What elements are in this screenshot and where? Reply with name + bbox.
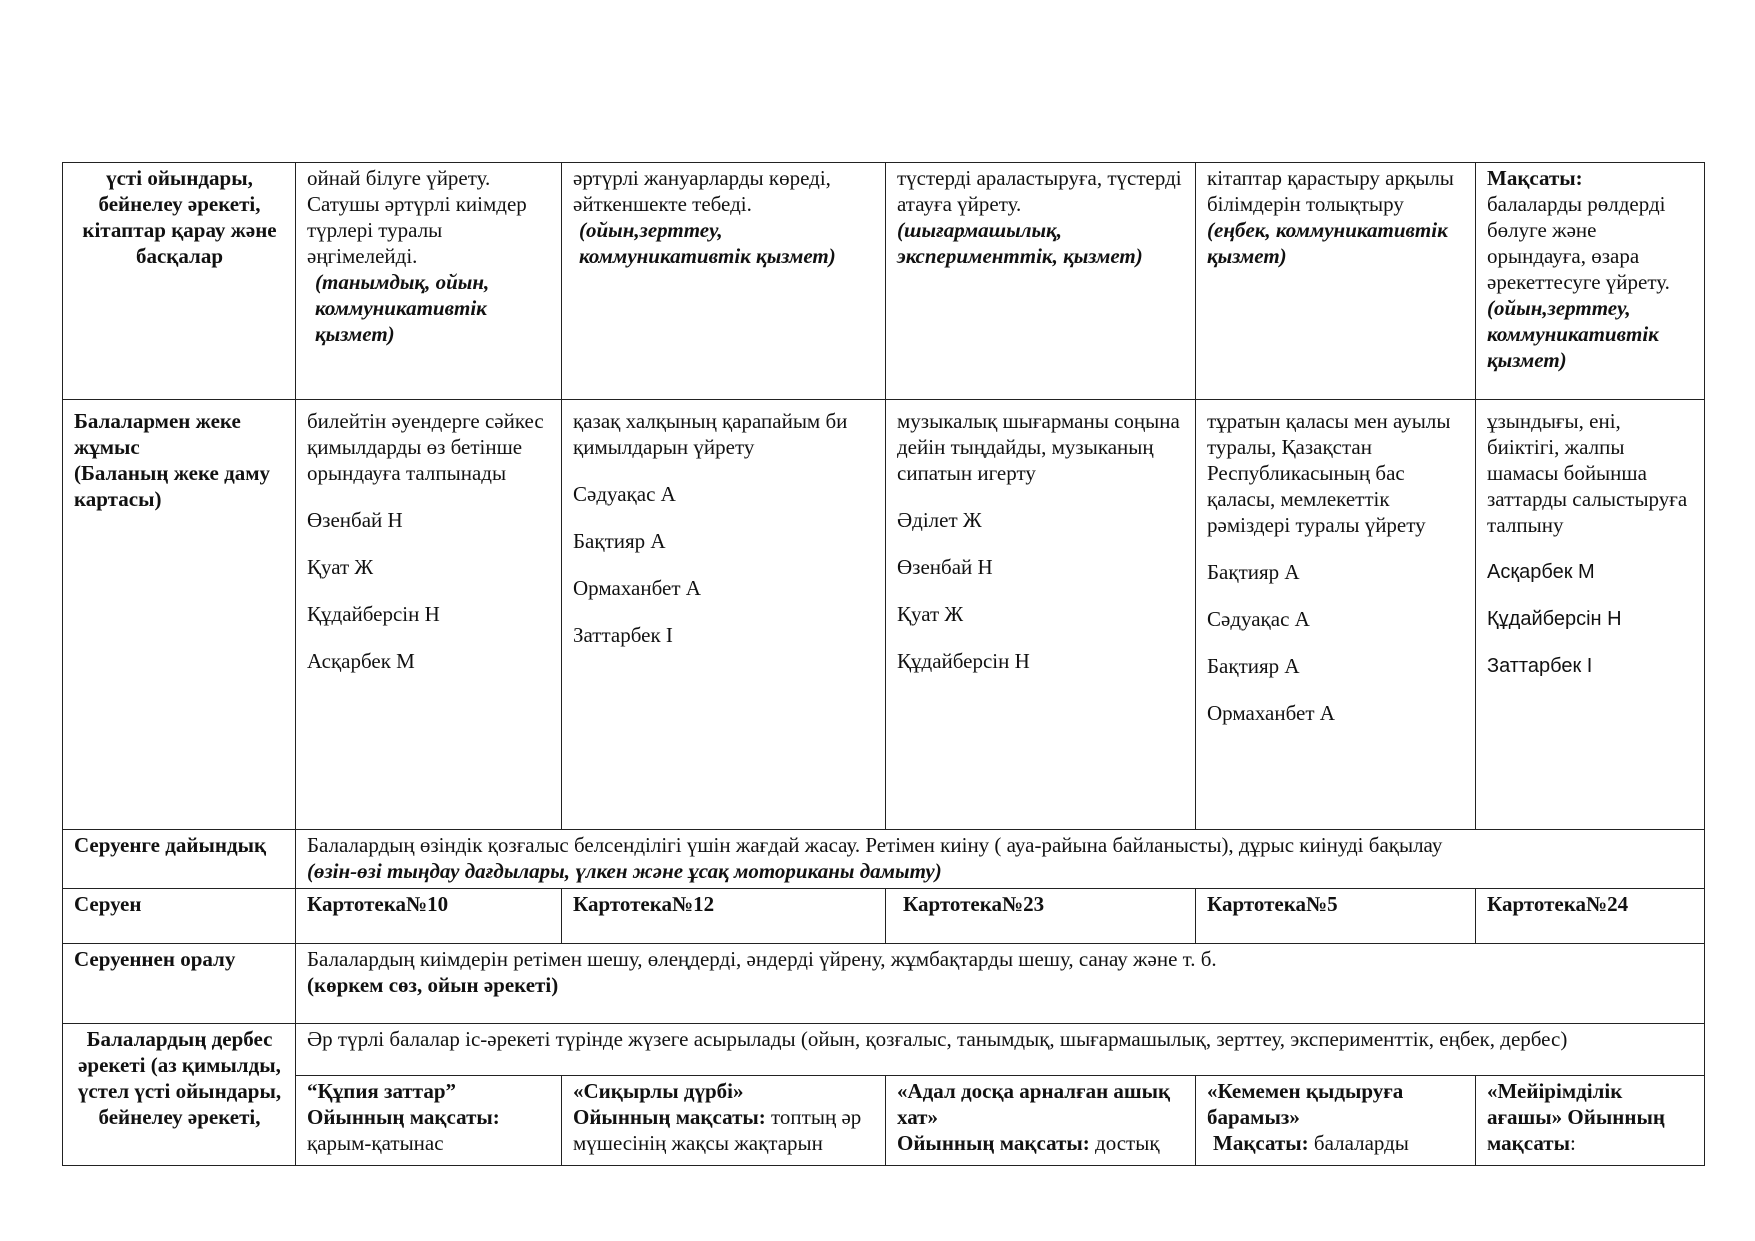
- row-label-text: үсті ойындары, бейнелеу әрекеті, кітаптар қарау және басқалар: [82, 166, 277, 268]
- child-name: Ормаханбет А: [573, 576, 701, 600]
- row-label-text: Балалардың дербес әрекеті (аз қимылды, үстел үсті ойындары, бейнелеу әрекеті,: [77, 1027, 282, 1129]
- game-title: «Адал досқа арналған ашық хат»: [897, 1079, 1171, 1129]
- cell-text: тұратын қаласы мен ауылы туралы, Қазақстан Республикасының бас қаласы, мемлекеттік рәміздері туралы үйрету: [1207, 409, 1451, 537]
- goal-text: қарым-қатынас: [307, 1131, 444, 1155]
- row-label-text: Серуеннен оралу: [74, 947, 236, 971]
- child-name: Сәдуақас А: [1207, 607, 1310, 631]
- table-cell-wide: [296, 830, 1705, 889]
- cell-text: музыкалық шығарманы соңына дейін тыңдайды, музыканың сипатын игерту: [897, 409, 1180, 485]
- game-title: «Сиқырлы дүрбі»: [573, 1079, 744, 1103]
- child-name: Бақтияр А: [573, 529, 666, 553]
- cell-text: Балалардың өзіндік қозғалыс белсенділігі үшін жағдай жасау. Ретімен киіну ( ауа-райына байланысты), дұрыс киінуді бақылау: [307, 833, 1443, 857]
- walk-card-cell: [562, 889, 886, 944]
- table-cell: [296, 400, 562, 830]
- activity-tag: (еңбек, коммуникативтік қызмет): [1207, 218, 1448, 268]
- child-name: Бақтияр А: [1207, 654, 1300, 678]
- child-name: Құдайберсін Н: [307, 602, 440, 626]
- game-cell: [1196, 1076, 1476, 1166]
- child-name: Қуат Ж: [307, 555, 374, 579]
- game-title: «Кемемен қыдыруға барамыз»: [1207, 1079, 1404, 1129]
- row-label: [63, 889, 296, 944]
- goal-label: Мақсаты:: [1213, 1131, 1309, 1155]
- activity-tag: (өзін-өзі тыңдау дағдылары, үлкен және ұсақ моториканы дамыту): [307, 859, 942, 883]
- child-name: Ормаханбет А: [1207, 701, 1335, 725]
- table-row: [63, 400, 1705, 830]
- table-cell: [886, 400, 1196, 830]
- table-cell: [886, 163, 1196, 400]
- table-row: [63, 944, 1705, 1024]
- walk-card: Картотека№12: [573, 892, 715, 916]
- table-row: [63, 163, 1705, 400]
- goal-text: топтың әр мүшесінің жақсы жақтарын: [573, 1105, 862, 1155]
- child-name: Әділет Ж: [897, 508, 982, 532]
- row-label: [63, 400, 296, 830]
- table-cell: [1476, 163, 1705, 400]
- cell-text: қазақ халқының қарапайым би қимылдарын үйрету: [573, 409, 848, 459]
- cell-text: ұзындығы, ені, биіктігі, жалпы шамасы бойынша заттарды салыстыруға талпыну: [1487, 409, 1688, 537]
- row-label: [63, 163, 296, 400]
- table-row: [63, 1024, 1705, 1076]
- walk-card-cell: [296, 889, 562, 944]
- walk-card-cell: [1476, 889, 1705, 944]
- activity-tag: (шығармашылық, эксперименттік, қызмет): [897, 218, 1143, 268]
- walk-card: Картотека№24: [1487, 892, 1629, 916]
- child-name: Бақтияр А: [1207, 560, 1300, 584]
- cell-text: Әр түрлі балалар іс-әрекеті түрінде жүзеге асырылады (ойын, қозғалыс, танымдық, шығармашылық, зерттеу, эксперименттік, еңбек, дербес): [307, 1027, 1568, 1051]
- goal-text: балаларды: [1313, 1131, 1409, 1155]
- row-label: [63, 944, 296, 1024]
- goal-label: Ойынның мақсаты:: [307, 1105, 500, 1129]
- goal-label: Ойынның мақсаты: [1487, 1105, 1665, 1155]
- activity-tag: (ойын,зерттеу, коммуникативтік қызмет): [579, 218, 836, 268]
- child-name: Асқарбек М: [307, 649, 415, 673]
- goal-text: достық: [1095, 1131, 1160, 1155]
- daily-plan-table: [62, 162, 1705, 1166]
- goal-label: Ойынның мақсаты:: [573, 1105, 766, 1129]
- cell-text: балаларды рөлдерді бөлуге және орындауға, өзара әрекеттесуге үйрету.: [1487, 192, 1670, 294]
- walk-card: Картотека№23: [903, 892, 1045, 916]
- goal-heading: Мақсаты:: [1487, 166, 1583, 190]
- cell-text: түстерді араластыруға, түстерді атауға үйрету.: [897, 166, 1182, 216]
- row-label-text: Серуенге дайындық: [74, 833, 267, 857]
- walk-card: Картотека№10: [307, 892, 449, 916]
- row-label-text: Балалармен жеке жұмыс: [74, 409, 241, 459]
- row-label: [63, 830, 296, 889]
- activity-tag: (көркем сөз, ойын әрекеті): [307, 973, 559, 997]
- cell-text: ойнай білуге үйрету. Сатушы әртүрлі киімдер түрлері туралы әңгімелейді.: [307, 166, 527, 268]
- walk-card-cell: [886, 889, 1196, 944]
- walk-card-cell: [1196, 889, 1476, 944]
- table-cell: [296, 163, 562, 400]
- activity-tag: (танымдық, ойын, коммуникативтік қызмет): [315, 270, 490, 346]
- child-name: Құдайберсін Н: [897, 649, 1030, 673]
- child-name: Өзенбай Н: [307, 508, 403, 532]
- cell-text: әртүрлі жануарларды көреді, әйткеншекте тебеді.: [573, 166, 831, 216]
- cell-text: кітаптар қарастыру арқылы білімдерін толықтыру: [1207, 166, 1454, 216]
- game-cell: [886, 1076, 1196, 1166]
- child-name: Асқарбек М: [1487, 561, 1595, 583]
- table-row: [63, 830, 1705, 889]
- table-cell: [1196, 163, 1476, 400]
- table-row: [63, 889, 1705, 944]
- table-cell-wide: [296, 944, 1705, 1024]
- goal-label: Ойынның мақсаты:: [897, 1131, 1090, 1155]
- row-label: [63, 1024, 296, 1166]
- child-name: Заттарбек І: [1487, 655, 1593, 677]
- table-row: [63, 1076, 1705, 1166]
- goal-text: :: [1570, 1131, 1576, 1155]
- table-cell: [1196, 400, 1476, 830]
- game-cell: [296, 1076, 562, 1166]
- cell-text: Балалардың киімдерін ретімен шешу, өлеңдерді, әндерді үйрену, жұмбақтарды шешу, санау және т. б.: [307, 947, 1217, 971]
- child-name: Қуат Ж: [897, 602, 964, 626]
- table-cell: [562, 400, 886, 830]
- child-name: Өзенбай Н: [897, 555, 993, 579]
- game-title: “Құпия заттар”: [307, 1079, 456, 1103]
- row-label-subtext: (Баланың жеке даму картасы): [74, 461, 271, 511]
- game-cell: [562, 1076, 886, 1166]
- row-label-text: Серуен: [74, 892, 142, 916]
- child-name: Құдайберсін Н: [1487, 608, 1622, 630]
- game-title: «Мейірімділік ағашы»: [1487, 1079, 1623, 1129]
- child-name: Заттарбек І: [573, 623, 673, 647]
- activity-tag: (ойын,зерттеу, коммуникативтік қызмет): [1487, 296, 1659, 372]
- table-cell: [1476, 400, 1705, 830]
- child-name: Сәдуақас А: [573, 482, 676, 506]
- walk-card: Картотека№5: [1207, 892, 1338, 916]
- cell-text: билейтін әуендерге сәйкес қимылдарды өз бетінше орындауға талпынады: [307, 409, 544, 485]
- table-cell-wide: [296, 1024, 1705, 1076]
- game-cell: [1476, 1076, 1705, 1166]
- table-cell: [562, 163, 886, 400]
